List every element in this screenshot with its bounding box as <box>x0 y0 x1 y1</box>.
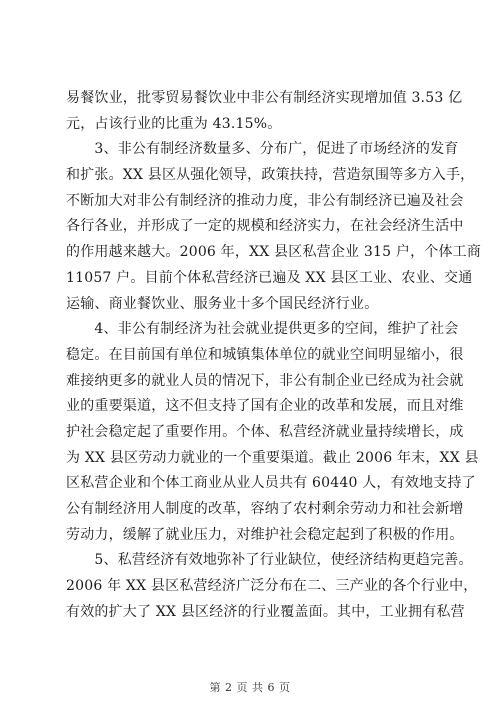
text-line: 易餐饮业，批零贸易餐饮业中非公有制经济实现增加值 3.53 亿 <box>66 90 463 106</box>
text-line: 劳动力，缓解了就业压力，对维护社会稳定起到了积极的作用。 <box>66 526 464 543</box>
text-line: 护社会稳定起了重要作用。个体、私营经济就业量持续增长，成 <box>66 423 464 440</box>
text-line: 为 XX 县区劳动力就业的一个重要渠道。截止 2006 年末，XX 县 <box>66 449 479 466</box>
text-line: 3、非公有制经济数量多、分布广，促进了市场经济的发育 <box>66 141 459 158</box>
text-line: 区私营企业和个体工商业从业人员共有 60440 人，有效地支持了 <box>66 475 476 492</box>
text-line: 稳定。在目前国有单位和城镇集体单位的就业空间明显缩小，很 <box>66 346 464 363</box>
text-line: 11057 户。目前个体私营经济已遍及 XX 县区工业、农业、交通 <box>66 269 473 286</box>
text-line: 和扩张。XX 县区从强化领导，政策扶持，营造氛围等多方入手， <box>66 167 475 184</box>
document-body <box>66 86 482 625</box>
text-line: 4、非公有制经济为社会就业提供更多的空间，维护了社会 <box>66 321 459 338</box>
text-line: 运输、商业餐饮业、服务业十多个国民经济行业。 <box>66 295 379 312</box>
text-line: 有效的扩大了 XX 县区经济的行业覆盖面。其中，工业拥有私营 <box>66 603 465 620</box>
text-line: 5、私营经济有效地弥补了行业缺位，使经济结构更趋完善。 <box>66 552 473 569</box>
page-number-footer: 第 2 页 共 6 页 <box>209 681 291 694</box>
text-line: 不断加大对非公有制经济的推动力度，非公有制经济已遍及社会 <box>66 192 464 209</box>
text-line: 业的重要渠道，这不但支持了国有企业的改革和发展，而且对维 <box>66 398 464 415</box>
text-line: 元，占该行业的比重为 43.15%。 <box>66 115 282 132</box>
text-line: 各行各业，并形成了一定的规模和经济实力，在社会经济生活中 <box>66 218 464 235</box>
text-line: 2006 年 XX 县区私营经济广泛分布在二、三产业的各个行业中， <box>66 578 478 595</box>
text-line: 公有制经济用人制度的改革，容纳了农村剩余劳动力和社会新增 <box>66 501 464 517</box>
text-line: 难接纳更多的就业人员的情况下，非公有制企业已经成为社会就 <box>66 372 464 389</box>
text-line: 的作用越来越大。2006 年，XX 县区私营企业 315 户，个体工商 <box>66 244 482 261</box>
